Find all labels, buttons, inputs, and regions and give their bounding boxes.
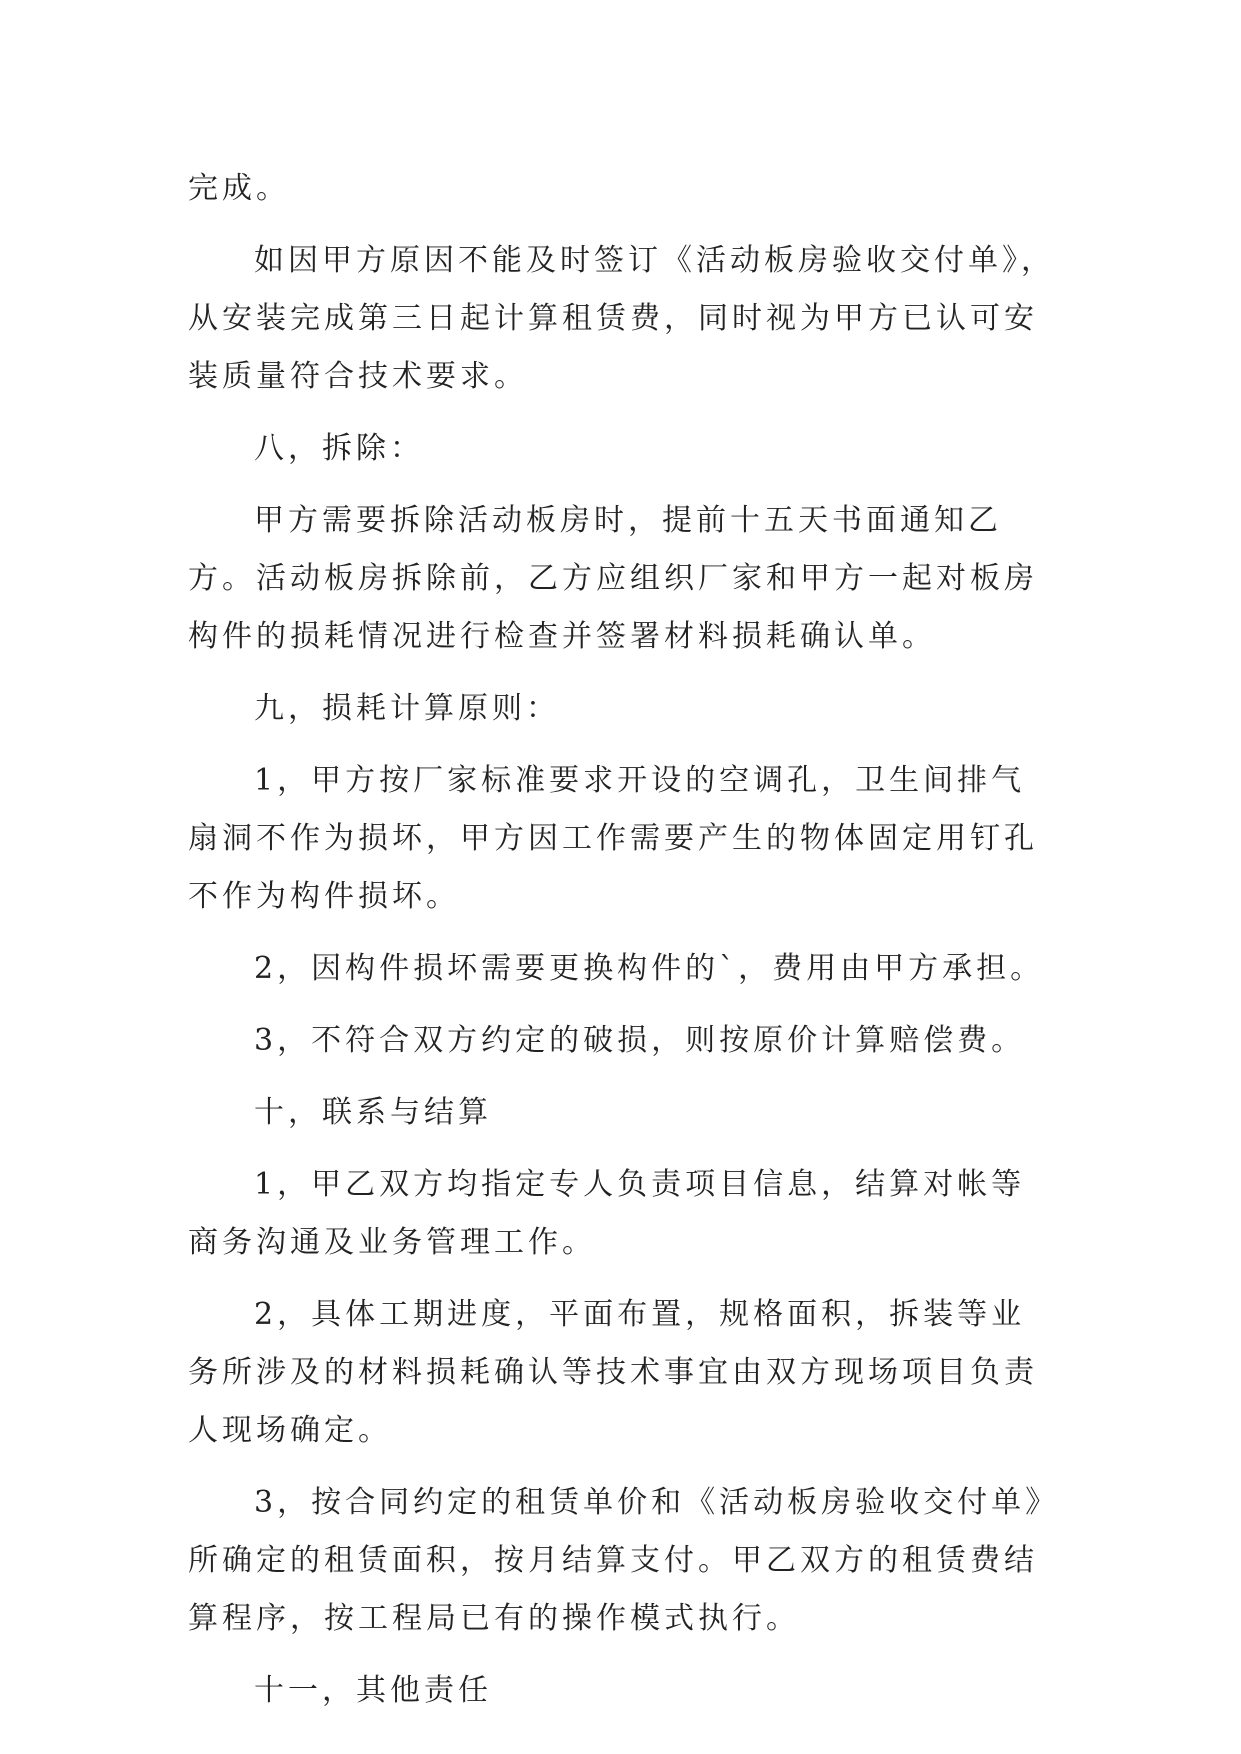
section-heading-other-responsibilities: 十一，其他责任 [254,1673,492,1708]
section-heading-contact-settlement: 十，联系与结算 [254,1095,492,1130]
paragraph-loss-item-1: 1，甲方按厂家标准要求开设的空调孔，卫生间排气扇洞不作为损坏，甲方因工作需要产生的物体固定用钉孔不作为构件损坏。 [188,763,1038,914]
paragraph-loss-item-2: 2，因构件损坏需要更换构件的`，费用由甲方承担。 [254,951,1045,986]
paragraph-completion: 完成。 [188,171,290,206]
paragraph-settlement-item-1: 1，甲乙双方均指定专人负责项目信息，结算对帐等商务沟通及业务管理工作。 [188,1167,1026,1260]
section-heading-dismantle: 八，拆除： [254,431,424,466]
paragraph-settlement-item-3: 3，按合同约定的租赁单价和《活动板房验收交付单》所确定的租赁面积，按月结算支付。甲乙双方的租赁费结算程序，按工程局已有的操作模式执行。 [188,1485,1045,1636]
paragraph-settlement-item-2: 2，具体工期进度，平面布置，规格面积，拆装等业务所涉及的材料损耗确认等技术事宜由双方现场项目负责人现场确定。 [188,1297,1038,1448]
paragraph-dismantle: 甲方需要拆除活动板房时，提前十五天书面通知乙方。活动板房拆除前，乙方应组织厂家和甲方一起对板房构件的损耗情况进行检查并签署材料损耗确认单。 [188,503,1038,654]
paragraph-loss-item-3: 3，不符合双方约定的破损，则按原价计算赔偿费。 [254,1023,1026,1058]
paragraph-acceptance-delay: 如因甲方原因不能及时签订《活动板房验收交付单》，从安装完成第三日起计算租赁费，同时视为甲方已认可安装质量符合技术要求。 [188,243,1055,394]
document-body [188,160,1058,1720]
section-heading-loss-principles: 九，损耗计算原则： [254,691,560,726]
